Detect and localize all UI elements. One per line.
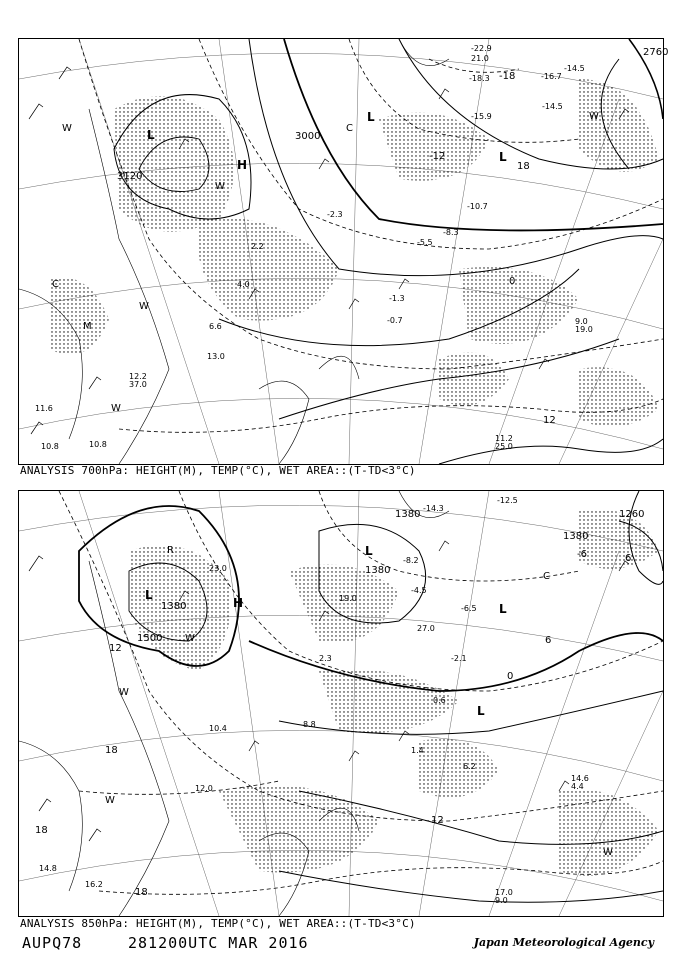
chart-id: AUPQ78 (22, 934, 83, 952)
contour-label: 3000 (295, 131, 321, 142)
panel-caption-700hpa: ANALYSIS 700hPa: HEIGHT(M), TEMP(°C), WET AREA::(T-TD<3°C) (20, 464, 416, 477)
station-value: -2.1 (451, 654, 467, 663)
contour-label: 18 (135, 887, 148, 898)
station-value: 14.8 (39, 864, 57, 873)
station-value: -0.7 (387, 316, 403, 325)
station-value: 2.3 (319, 654, 332, 663)
contour-label: 12 (431, 815, 444, 826)
warm-center-label: W (185, 633, 195, 644)
station-value: -2.3 (327, 210, 343, 219)
station-value: -15.9 (471, 112, 492, 121)
contour-label: 1500 (137, 633, 163, 644)
cold-center-label: C (543, 571, 550, 582)
station-value: 37.0 (129, 380, 147, 389)
high-center-label: H (237, 158, 248, 172)
warm-center-label: W (589, 111, 599, 122)
warm-center-label: W (215, 181, 225, 192)
station-value: 0.6 (433, 696, 446, 705)
low-center-label: L (147, 128, 155, 142)
low-center-label: L (499, 150, 507, 164)
cold-center-label: C (346, 123, 353, 134)
station-value: 4.4 (571, 782, 584, 791)
station-value: -14.5 (564, 64, 585, 73)
moist-center-label: M (83, 321, 92, 332)
contour-label: 3120 (117, 171, 143, 182)
station-value: 19.0 (339, 594, 357, 603)
station-value: 14.6 (571, 774, 589, 783)
station-value: -1.3 (389, 294, 405, 303)
map-700hpa-chart (19, 39, 669, 464)
station-value: -8.3 (443, 228, 459, 237)
station-value: 19.0 (575, 325, 593, 334)
warm-center-label: W (603, 847, 613, 858)
station-value: -14.3 (423, 504, 444, 513)
station-value: 16.2 (85, 880, 103, 889)
station-value: 1.4 (411, 746, 424, 755)
contour-label: 1380 (395, 509, 421, 520)
warm-center-label: W (139, 301, 149, 312)
station-value: -5.5 (417, 238, 433, 247)
station-value: 27.0 (417, 624, 435, 633)
station-value: 17.0 (495, 888, 513, 897)
station-value: 2.2 (251, 242, 264, 251)
low-center-label: L (145, 588, 153, 602)
warm-center-label: W (62, 123, 72, 134)
contour-label: 6 (545, 635, 552, 646)
map-panel-850hpa (18, 490, 664, 917)
station-value: -12.5 (497, 496, 518, 505)
contour-label: -12 (429, 151, 446, 162)
station-value: 8.8 (303, 720, 316, 729)
ridge-label: R (167, 545, 174, 556)
high-center-label: H (233, 596, 244, 610)
low-center-label: L (499, 602, 507, 616)
station-value: 11.6 (35, 404, 53, 413)
station-value: 11.2 (495, 434, 513, 443)
station-value: 10.8 (41, 442, 59, 451)
contour-label: -6 (577, 549, 587, 560)
agency-name: Japan Meteorological Agency (473, 936, 654, 949)
warm-center-label: W (119, 687, 129, 698)
station-value: 25.0 (495, 442, 513, 451)
station-value: -4.5 (411, 586, 427, 595)
contour-label: 1380 (365, 565, 391, 576)
station-value: 10.4 (209, 724, 227, 733)
contour-label: 18 (35, 825, 48, 836)
station-value: 10.8 (89, 440, 107, 449)
station-value: 4.0 (237, 280, 250, 289)
station-value: -6.5 (461, 604, 477, 613)
low-center-label: L (365, 544, 373, 558)
low-center-label: L (367, 110, 375, 124)
station-value: -18.3 (469, 74, 490, 83)
panel-caption-850hpa: ANALYSIS 850hPa: HEIGHT(M), TEMP(°C), WET AREA::(T-TD<3°C) (20, 917, 416, 930)
contour-label: 1380 (563, 531, 589, 542)
map-panel-700hpa (18, 38, 669, 465)
cold-center-label: C (52, 279, 59, 290)
contour-label: 12 (543, 415, 556, 426)
contour-label: 0 (509, 276, 516, 287)
station-value: -14.5 (542, 102, 563, 111)
contour-label: 12 (109, 643, 122, 654)
contour-label: 2760 (643, 47, 669, 58)
station-value: 6.2 (463, 762, 476, 771)
contour-label: 6 (625, 553, 632, 564)
station-value: 21.0 (471, 54, 489, 63)
station-value: 23.0 (209, 564, 227, 573)
station-value: 9.0 (495, 896, 508, 905)
contour-label: 18 (105, 745, 118, 756)
station-value: -22.9 (471, 44, 492, 53)
station-value: 13.0 (207, 352, 225, 361)
contour-label: 0 (507, 671, 514, 682)
valid-time: 281200UTC MAR 2016 (128, 934, 309, 952)
low-center-label: L (477, 704, 485, 718)
warm-center-label: W (111, 403, 121, 414)
contour-label: 1260 (619, 509, 645, 520)
contour-label: 1380 (161, 601, 187, 612)
warm-center-label: W (105, 795, 115, 806)
station-value: -8.2 (403, 556, 419, 565)
contour-label: 18 (517, 161, 530, 172)
contour-label: -18 (499, 71, 516, 82)
station-value: 6.6 (209, 322, 222, 331)
station-value: -16.7 (541, 72, 562, 81)
station-value: 9.0 (575, 317, 588, 326)
station-value: -10.7 (467, 202, 488, 211)
map-850hpa-chart (19, 491, 663, 916)
station-value: 12.2 (129, 372, 147, 381)
station-value: 12.0 (195, 784, 213, 793)
